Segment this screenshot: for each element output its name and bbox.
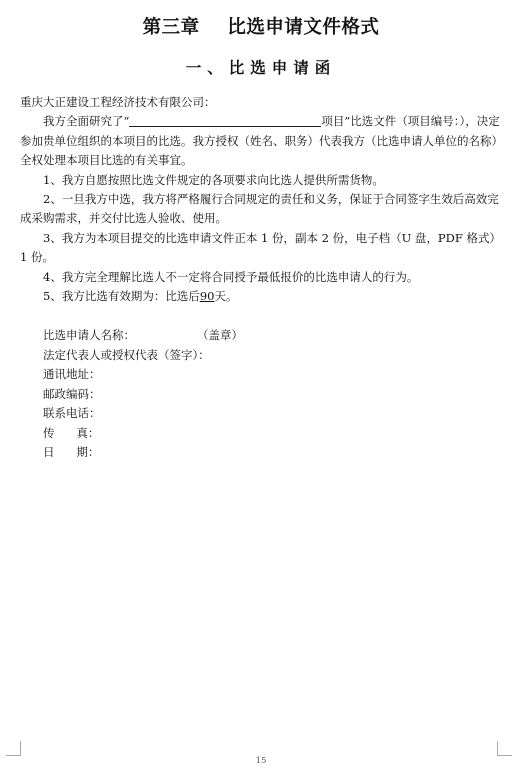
intro-prefix: 我方全面研究了“ — [43, 114, 130, 129]
postcode-label: 邮政编码： — [43, 386, 101, 401]
list-item: 3、我方为本项目提交的比选申请文件正本 1 份，副本 2 份，电子档（U 盘，PDF 格式）1 份。 — [20, 230, 496, 265]
applicant-label: 比选申请人名称： — [43, 328, 135, 343]
applicant-row — [43, 326, 500, 345]
validity-prefix: 5、我方比选有效期为：比选后 — [43, 289, 200, 304]
stamp-label: （盖章） — [197, 328, 243, 343]
page-number: 15 — [255, 756, 267, 766]
project-name-blank — [129, 114, 321, 127]
spacer — [20, 306, 500, 326]
letter-title: 一、比选申请函 — [185, 58, 337, 77]
validity-days: 90 — [199, 289, 215, 304]
validity-suffix: 天。 — [214, 289, 238, 304]
addressee: 重庆大正建设工程经济技术有限公司： — [20, 95, 216, 109]
letter-body — [20, 93, 500, 462]
fax-label: 传 真： — [43, 425, 100, 440]
chapter-title: 第三章 比选申请文件格式 — [142, 17, 380, 38]
list-item: 2、一旦我方中选，我方将严格履行合同规定的责任和义务，保证于合同签字生效后高效完成采购需求，并交付比选人验收、使用。 — [20, 192, 499, 226]
intro-paragraph — [20, 112, 500, 170]
signature-block — [20, 326, 500, 462]
list-item: 1、我方自愿按照比选文件规定的各项要求向比选人提供所需货物。 — [43, 172, 384, 187]
list-item: 4、我方完全理解比选人不一定将合同授予最低报价的比选申请人的行为。 — [43, 269, 419, 284]
representative-label: 法定代表人或授权代表（签字）： — [43, 347, 210, 362]
crop-mark-right — [497, 741, 512, 756]
date-label: 日 期： — [43, 444, 100, 459]
validity-paragraph — [20, 287, 500, 306]
intro-suffix: 项目”比选文件（项目编号：），决定参加贵单位组织的本项目的比选。我方授权（姓名、职务）代表我方（比选申请人单位的名称）全权处理本项目比选的有关事宜。 — [20, 114, 500, 168]
address-label: 通讯地址： — [43, 367, 101, 382]
phone-label: 联系电话： — [43, 406, 101, 421]
crop-mark-left — [6, 741, 21, 756]
